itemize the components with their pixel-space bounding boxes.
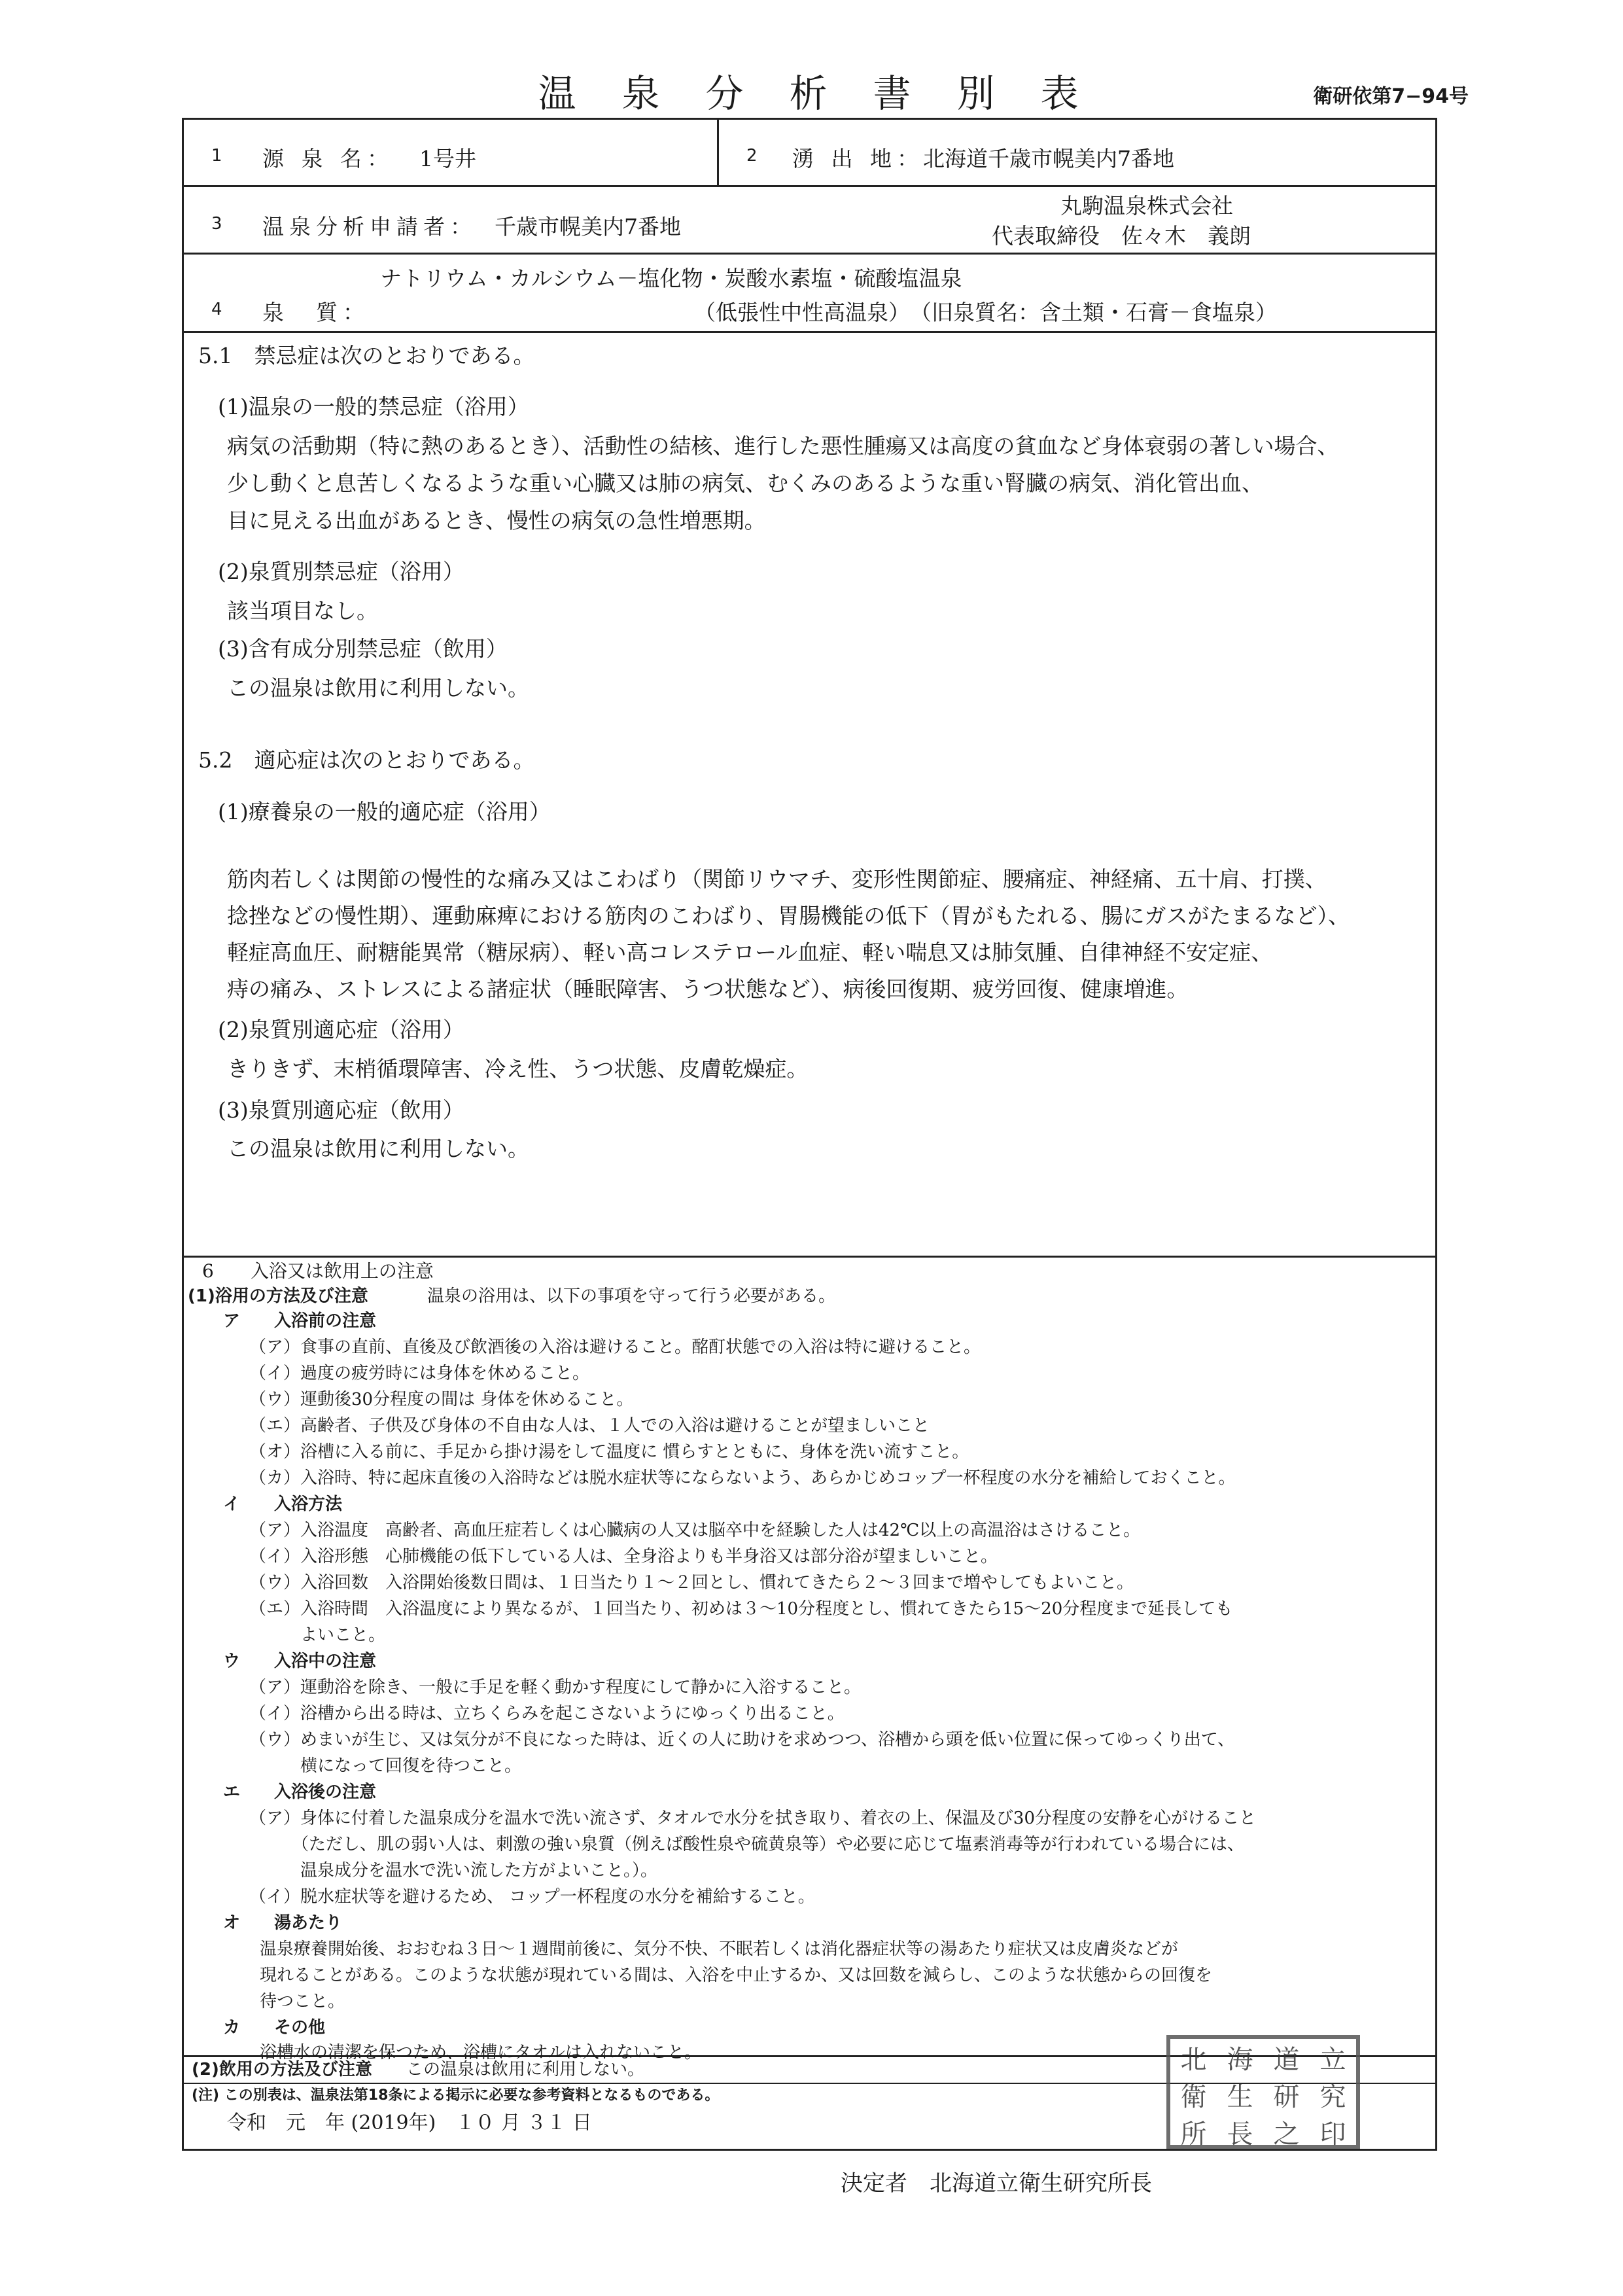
- after-bath-item: 温泉成分を温水で洗い流した方がよいこと。）。: [249, 1861, 658, 1881]
- other-notes-heading: カ その他: [223, 2018, 326, 2038]
- during-bath-item: 横になって回復を待つこと。: [249, 1756, 522, 1776]
- yuatari-line: 現れることがある。このような状態が現れている間は、入浴を中止するか、又は回数を減らし、このような状態からの回復を: [260, 1966, 1213, 1985]
- bathing-method-heading: イ 入浴方法: [223, 1494, 343, 1514]
- source-name-value: 1号井: [419, 146, 476, 171]
- before-bath-item: （エ）高齢者、子供及び身体の不自由な人は、１人での入浴は避けることが望ましいこと: [249, 1416, 930, 1436]
- drinking-text: この温泉は飲用に利用しない。: [406, 2060, 645, 2079]
- during-bath-item: （ウ）めまいが生じ、又は気分が不良になった時は、近くの人に助けを求めつつ、浴槽から頭を低い位置に保ってゆっくり出て、: [249, 1730, 1235, 1750]
- seal-glyph: 衛: [1180, 2082, 1207, 2112]
- before-bath-item: （オ）浴槽に入る前に、手足から掛け湯をして温度に 慣らすとともに、身体を洗い流すこと。: [249, 1442, 969, 1462]
- indication-quality-heading: (2)泉質別適応症（浴用）: [218, 1017, 464, 1042]
- indication-quality-text: きりきず、末梢循環障害、冷え性、うつ状態、皮膚乾燥症。: [227, 1056, 809, 1082]
- applicant-label: 温泉分析申請者：: [262, 214, 477, 239]
- after-bath-heading: エ 入浴後の注意: [223, 1782, 377, 1802]
- contraindication-drinking-heading: (3)含有成分別禁忌症（飲用）: [218, 636, 508, 662]
- applicant-representative: 代表取締役 佐々木 義朗: [992, 223, 1251, 249]
- seal-glyph: 研: [1273, 2082, 1300, 2112]
- document-code: 衛研依第7−94号: [1313, 85, 1469, 108]
- applicant-company: 丸駒温泉株式会社: [1060, 193, 1233, 219]
- section-5-1-heading: 5.1 禁忌症は次のとおりである。: [198, 343, 535, 368]
- before-bath-item: （ウ）運動後30分程度の間は 身体を休めること。: [249, 1390, 634, 1409]
- contraindication-quality-text: 該当項目なし。: [227, 598, 378, 624]
- row-divider: [717, 120, 719, 185]
- legal-note: (注) この別表は、温泉法第18条による掲示に必要な参考資料となるものである。: [192, 2087, 720, 2104]
- location-value: 北海道千歳市幌美内7番地: [923, 146, 1174, 171]
- row-applicant: [184, 185, 1435, 255]
- other-notes-line: 浴槽水の清潔を保つため、浴槽にタオルは入れないこと。: [260, 2043, 701, 2062]
- bathing-method-item: （ア）入浴温度 高齢者、高血圧症若しくは心臓病の人又は脳卒中を経験した人は42℃以上の高温浴はさけること。: [249, 1521, 1141, 1540]
- during-bath-item: （イ）浴槽から出る時は、立ちくらみを起こさないようにゆっくり出ること。: [249, 1704, 845, 1723]
- contraindication-general-line: 病気の活動期（特に熱のあるとき）、活動性の結核、進行した悪性腫瘍又は高度の貧血など身体衰弱の著しい場合、: [227, 433, 1339, 459]
- official-seal: [1166, 2035, 1360, 2149]
- spring-quality-label: 泉 質：: [262, 300, 370, 325]
- indication-general-line: 筋肉若しくは関節の慢性的な痛み又はこわばり（関節リウマチ、変形性関節症、腰痛症、神経痛、五十肩、打撲、: [227, 866, 1327, 892]
- field-number: 4: [211, 300, 222, 319]
- field-number: 2: [746, 146, 758, 166]
- indication-general-line: 軽症高血圧、耐糖能異常（糖尿病）、軽い高コレステロール血症、軽い喘息又は肺気腫、自律神経不安定症、: [227, 940, 1273, 965]
- field-number: 1: [211, 146, 222, 166]
- section-6-heading: 6 入浴又は飲用上の注意: [202, 1260, 434, 1282]
- before-bath-item: （ア）食事の直前、直後及び飲酒後の入浴は避けること。酩酊状態での入浴は特に避けること。: [249, 1337, 981, 1357]
- drinking-title: (2)飲用の方法及び注意: [192, 2060, 372, 2079]
- contraindication-drinking-text: この温泉は飲用に利用しない。: [227, 675, 529, 701]
- row-spring-quality: [184, 253, 1435, 333]
- applicant-address: 千歳市幌美内7番地: [495, 214, 681, 239]
- bathing-method-item: （ウ）入浴回数 入浴開始後数日間は、１日当たり１～２回とし、慣れてきたら２～３回まで増やしてもよいこと。: [249, 1573, 1134, 1593]
- contraindication-general-line: 目に見える出血があるとき、慢性の病気の急性増悪期。: [227, 508, 766, 533]
- yuatari-heading: オ 湯あたり: [223, 1913, 343, 1933]
- section-5-2-heading: 5.2 適応症は次のとおりである。: [198, 747, 535, 773]
- document-title: 温泉分析書別表: [538, 71, 1125, 116]
- yuatari-line: 温泉療養開始後、おおむね３日～１週間前後に、気分不快、不眠若しくは消化器症状等の湯あたり症状又は皮膚炎などが: [260, 1939, 1179, 1959]
- indication-general-line: 捻挫などの慢性期）、運動麻痺における筋肉のこわばり、胃腸機能の低下（胃がもたれる、腸にガスがたまるなど）、: [227, 903, 1350, 928]
- analysis-sheet-frame: [182, 118, 1437, 2197]
- before-bath-item: （カ）入浴時、特に起床直後の入浴時などは脱水症状等にならないよう、あらかじめコップ一杯程度の水分を補給しておくこと。: [249, 1468, 1236, 1488]
- bathing-method-item: （エ）入浴時間 入浴温度により異なるが、１回当たり、初めは３～10分程度とし、慣れてきたら15～20分程度まで延長しても: [249, 1599, 1233, 1619]
- indication-drinking-text: この温泉は飲用に利用しない。: [227, 1136, 529, 1161]
- source-name-label: 源 泉 名：: [262, 146, 394, 171]
- seal-glyph: 之: [1273, 2119, 1300, 2149]
- location-label: 湧 出 地：: [792, 146, 924, 171]
- bathing-method-intro: 温泉の浴用は、以下の事項を守って行う必要がある。: [427, 1286, 836, 1306]
- seal-glyph: 所: [1180, 2119, 1207, 2149]
- spring-quality-line1: ナトリウム・カルシウム－塩化物・炭酸水素塩・硫酸塩温泉: [380, 266, 962, 291]
- bathing-method-item: （イ）入浴形態 心肺機能の低下している人は、全身浴よりも半身浴又は部分浴が望ましいこと。: [249, 1547, 998, 1566]
- section-5: [184, 331, 1435, 1258]
- before-bath-item: （イ）過度の疲労時には身体を休めること。: [249, 1364, 590, 1383]
- section-6: [184, 1256, 1435, 2062]
- row-source: [184, 120, 1435, 187]
- seal-glyph: 立: [1319, 2045, 1346, 2075]
- during-bath-heading: ウ 入浴中の注意: [223, 1651, 377, 1671]
- during-bath-item: （ア）運動浴を除き、一般に手足を軽く動かす程度にして静かに入浴すること。: [249, 1678, 861, 1697]
- decider: 決定者 北海道立衛生研究所長: [841, 2170, 1152, 2197]
- indication-general-heading: (1)療養泉の一般的適応症（浴用）: [218, 799, 551, 824]
- issue-date: 令和 元 年 (2019年) １０ 月 ３１ 日: [227, 2111, 592, 2134]
- seal-glyph: 印: [1319, 2119, 1346, 2149]
- bathing-method-item: よいこと。: [249, 1625, 386, 1645]
- yuatari-line: 待つこと。: [260, 1992, 345, 2011]
- after-bath-item: （ア）身体に付着した温泉成分を温水で洗い流さず、タオルで水分を拭き取り、着衣の上、保温及び30分程度の安静を心がけること: [249, 1809, 1257, 1828]
- after-bath-item: （ただし、肌の弱い人は、刺激の強い泉質（例えば酸性泉や硫黄泉等）や必要に応じて塩素消毒等が行われている場合には、: [249, 1835, 1245, 1854]
- bathing-method-title: (1)浴用の方法及び注意: [188, 1286, 368, 1306]
- seal-glyph: 道: [1273, 2045, 1300, 2075]
- spring-quality-line2: （低張性中性高温泉） （旧泉質名：含土類・石膏－食塩泉）: [694, 300, 1277, 325]
- after-bath-item: （イ）脱水症状等を避けるため、 コップ一杯程度の水分を補給すること。: [249, 1887, 815, 1907]
- field-number: 3: [211, 214, 222, 234]
- indication-general-line: 痔の痛み、ストレスによる諸症状（睡眠障害、うつ状態など）、病後回復期、疲労回復、健康増進。: [227, 976, 1189, 1002]
- before-bath-heading: ア 入浴前の注意: [223, 1311, 377, 1331]
- seal-glyph: 長: [1227, 2119, 1253, 2149]
- seal-glyph: 究: [1319, 2082, 1346, 2112]
- contraindication-general-heading: (1)温泉の一般的禁忌症（浴用）: [218, 394, 529, 419]
- contraindication-quality-heading: (2)泉質別禁忌症（浴用）: [218, 559, 464, 584]
- seal-glyph: 海: [1227, 2045, 1253, 2075]
- seal-glyph: 生: [1227, 2082, 1253, 2112]
- indication-drinking-heading: (3)泉質別適応症（飲用）: [218, 1097, 464, 1123]
- contraindication-general-line: 少し動くと息苦しくなるような重い心臓又は肺の病気、むくみのあるような重い腎臓の病気、消化管出血、: [227, 470, 1263, 496]
- seal-glyph: 北: [1180, 2045, 1207, 2075]
